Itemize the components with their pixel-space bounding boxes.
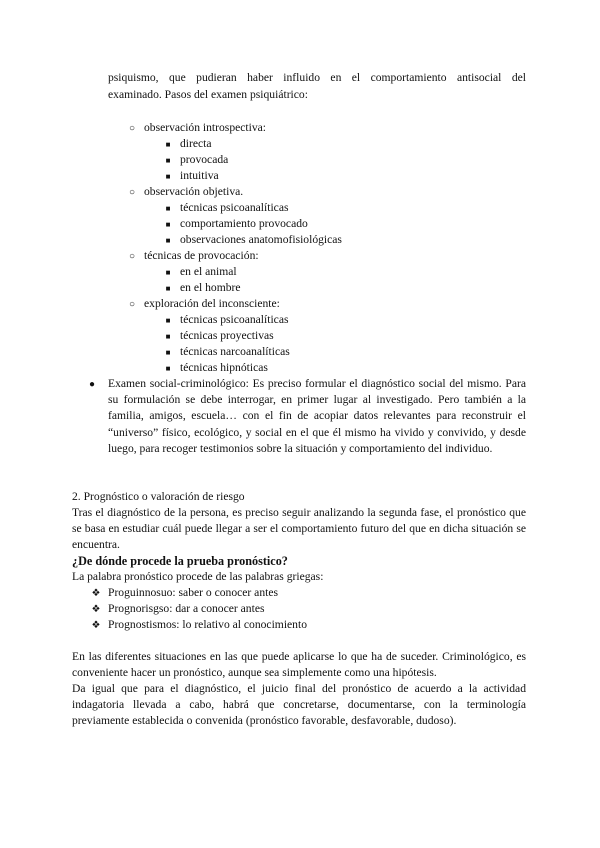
- greek-term: Prognorisgso: dar a conocer antes: [108, 602, 265, 615]
- step-label: exploración del inconsciente:: [144, 297, 280, 310]
- greek-marker: ❖: [91, 588, 101, 599]
- step-item: técnicas hipnóticas: [180, 361, 268, 374]
- step-item: observaciones anatomofisiológicas: [180, 233, 342, 246]
- greek-marker: ❖: [91, 620, 101, 631]
- greek-term: Proguinnosuo: saber o conocer antes: [108, 586, 279, 599]
- final-judgement-paragraph: Da igual que para el diagnóstico, el juicio final del pronóstico de acuerdo a la actividad indagatoria llevada a cabo, habrá que concretarse, documentarse, con la terminología previamente establecida o convenida (pronóstico favorable, desfavorable, dudoso).: [72, 682, 526, 728]
- step-item-marker: ■: [165, 348, 171, 357]
- intro-line-1: psiquismo, que pudieran haber influido en el comportamiento antisocial del: [108, 71, 526, 84]
- step-item-marker: ■: [165, 284, 171, 293]
- step-item: en el animal: [180, 265, 237, 278]
- step-item: comportamiento provocado: [180, 217, 308, 230]
- step-label: observación introspectiva:: [144, 121, 267, 134]
- step-marker: ○: [128, 251, 136, 262]
- step-item: técnicas psicoanalíticas: [180, 313, 289, 326]
- step-item-marker: ■: [165, 268, 171, 277]
- greek-term: Prognostismos: lo relativo al conocimiento: [108, 618, 308, 631]
- step-item: en el hombre: [180, 281, 241, 294]
- greek-marker: ❖: [91, 604, 101, 615]
- step-marker: ○: [128, 187, 136, 198]
- step-marker: ○: [128, 299, 136, 310]
- step-item: provocada: [180, 153, 229, 166]
- step-label: observación objetiva.: [144, 185, 244, 198]
- social-exam-bullet: ●: [88, 379, 96, 390]
- situations-paragraph: En las diferentes situaciones en las que puede aplicarse lo que ha de suceder. Criminológico, es conveniente hacer un pronóstico, aunque sea simplemente como una hipótesis.: [72, 650, 526, 680]
- step-item-marker: ■: [165, 316, 171, 325]
- origin-line: La palabra pronóstico procede de las palabras griegas:: [72, 570, 324, 583]
- social-exam-paragraph: Examen social-criminológico: Es preciso formular el diagnóstico social del mismo. Para su formulación se debe interrogar, en primer lugar al investigado. Pero también a la familia, amigos, escuela… con el fin de acopiar datos relevantes para reconstruir el “universo” físico, ecológico, y social en el que él mismo ha vivido y convivido, y desde luego, para recoger testimonios sobre la situación y comportamiento del individuo.: [108, 377, 526, 455]
- step-item-marker: ■: [165, 364, 171, 373]
- step-item: técnicas proyectivas: [180, 329, 274, 342]
- question-heading: ¿De dónde procede la prueba pronóstico?: [72, 554, 288, 568]
- step-item: técnicas narcoanalíticas: [180, 345, 290, 358]
- intro-line-2: examinado. Pasos del examen psiquiátrico:: [108, 88, 308, 101]
- step-item-marker: ■: [165, 140, 171, 149]
- step-item: directa: [180, 137, 212, 150]
- step-item-marker: ■: [165, 236, 171, 245]
- section-heading: 2. Prognóstico o valoración de riesgo: [72, 490, 245, 503]
- prognosis-paragraph: Tras el diagnóstico de la persona, es preciso seguir analizando la segunda fase, el pronóstico que se basa en estudiar cuál puede llegar a ser el comportamiento futuro del que en dicha situación se encuentra.: [72, 506, 526, 552]
- step-item-marker: ■: [165, 204, 171, 213]
- step-item: técnicas psicoanalíticas: [180, 201, 289, 214]
- step-marker: ○: [128, 123, 136, 134]
- step-item-marker: ■: [165, 332, 171, 341]
- step-item: intuitiva: [180, 169, 219, 182]
- step-item-marker: ■: [165, 172, 171, 181]
- step-label: técnicas de provocación:: [144, 249, 259, 262]
- step-item-marker: ■: [165, 220, 171, 229]
- step-item-marker: ■: [165, 156, 171, 165]
